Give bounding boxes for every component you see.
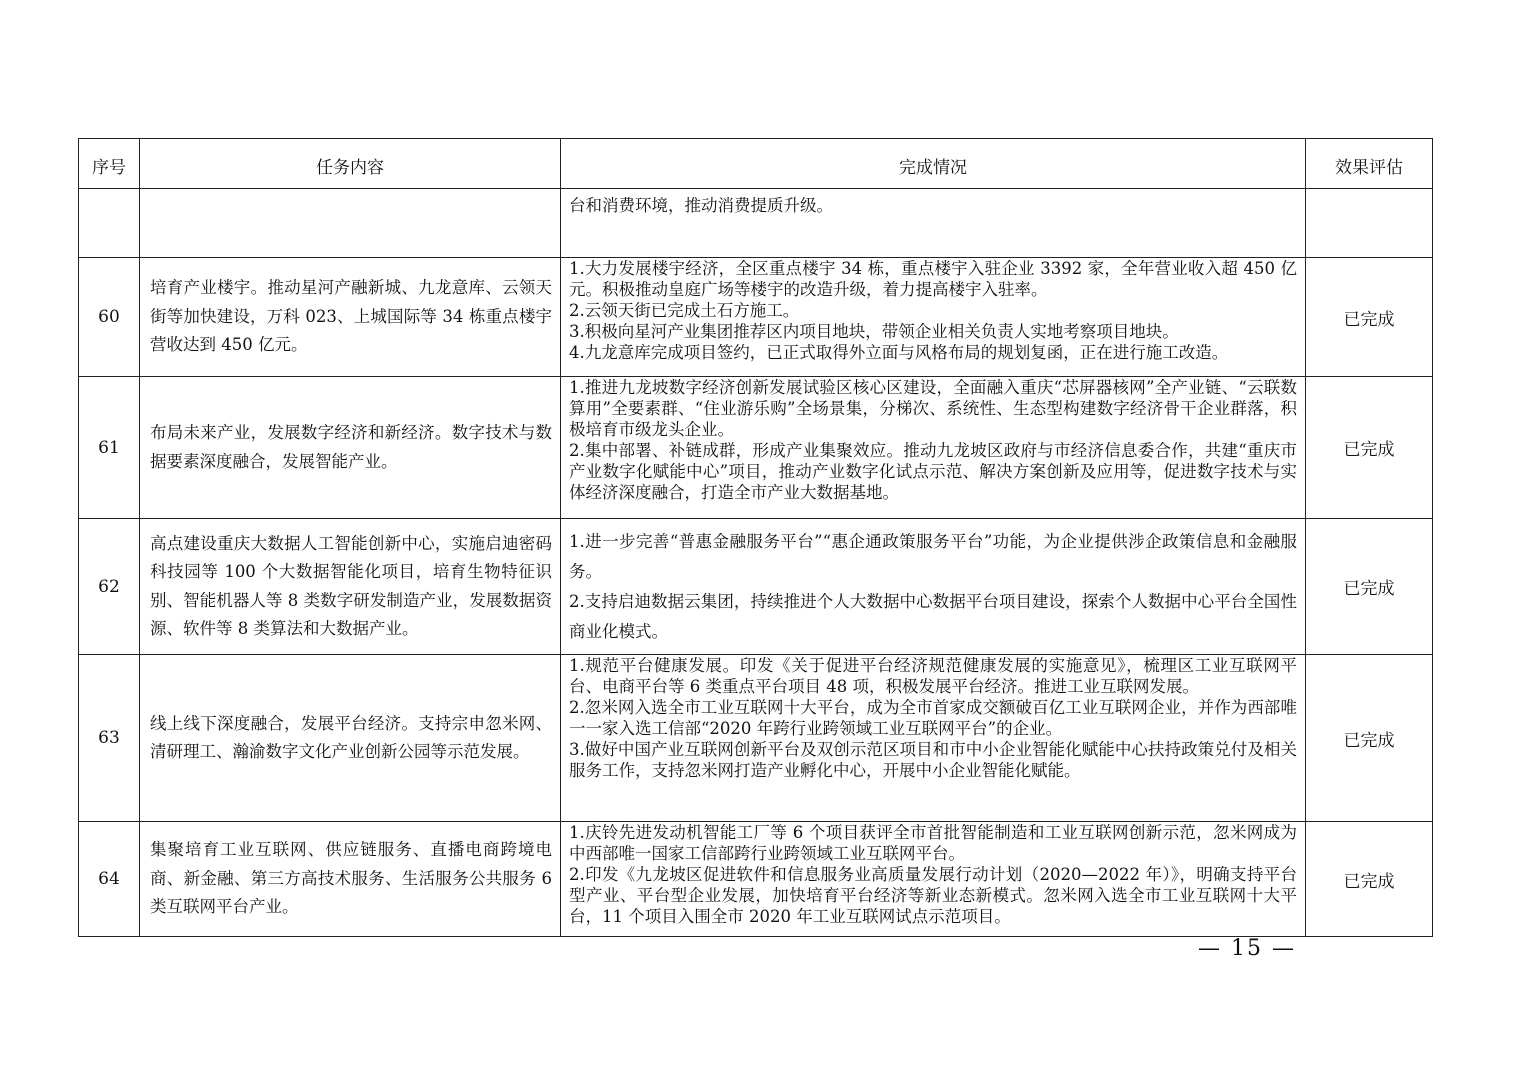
- table-row: [79, 377, 1433, 519]
- completion-status: [561, 519, 1306, 655]
- task-content: 集聚培育工业互联网、供应链服务、直播电商跨境电商、新金融、第三方高技术服务、生活服务公共服务 6 类互联网平台产业。: [140, 822, 561, 937]
- row-number: 64: [79, 822, 140, 937]
- table-row: [79, 822, 1433, 937]
- completion-status: [561, 377, 1306, 519]
- table-row: [79, 655, 1433, 822]
- effect-evaluation: 已完成: [1306, 258, 1433, 377]
- completion-status: [561, 655, 1306, 822]
- effect-evaluation: 已完成: [1306, 822, 1433, 937]
- carry-over-status-text: 台和消费环境，推动消费提质升级。: [569, 196, 833, 215]
- table-row: [79, 258, 1433, 377]
- completion-status: [561, 258, 1306, 377]
- status-item: 1.庆铃先进发动机智能工厂等 6 个项目获评全市首批智能制造和工业互联网创新示范，忽米网成为中西部唯一国家工信部跨行业跨领域工业互联网平台。: [569, 823, 1297, 863]
- status-item: 1.进一步完善“普惠金融服务平台”“惠企通政策服务平台”功能，为企业提供涉企政策信息和金融服务。: [569, 531, 1297, 581]
- status-item: 4.九龙意库完成项目签约，已正式取得外立面与风格布局的规划复函，正在进行施工改造。: [569, 343, 1229, 362]
- status-item: 2.忽米网入选全市工业互联网十大平台，成为全市首家成交额破百亿工业互联网企业，并作为西部唯一一家入选工信部“2020 年跨行业跨领域工业互联网平台”的企业。: [569, 698, 1297, 738]
- table-row: [79, 519, 1433, 655]
- header-number: 序号: [79, 139, 140, 189]
- status-item: 3.做好中国产业互联网创新平台及双创示范区项目和市中小企业智能化赋能中心扶持政策兑付及相关服务工作，支持忽米网打造产业孵化中心，开展中小企业智能化赋能。: [569, 740, 1297, 780]
- header-task: 任务内容: [140, 139, 561, 189]
- carry-over-effect-cell: [1306, 189, 1433, 258]
- row-number: 62: [79, 519, 140, 655]
- carry-over-number-cell: [79, 189, 140, 258]
- status-item: 1.规范平台健康发展。印发《关于促进平台经济规范健康发展的实施意见》，梳理区工业互联网平台、电商平台等 6 类重点平台项目 48 项，积极发展平台经济。推进工业互联网发展。: [569, 656, 1297, 696]
- row-number: 63: [79, 655, 140, 822]
- carry-over-status-cell: [561, 189, 1306, 258]
- task-content: 线上线下深度融合，发展平台经济。支持宗申忽米网、清研理工、瀚渝数字文化产业创新公园等示范发展。: [140, 655, 561, 822]
- status-item: 3.积极向星河产业集团推荐区内项目地块，带领企业相关负责人实地考察项目地块。: [569, 322, 1179, 341]
- table-row-carry-over: [79, 189, 1433, 258]
- task-content: 高点建设重庆大数据人工智能创新中心，实施启迪密码科技园等 100 个大数据智能化项目，培育生物特征识别、智能机器人等 8 类数字研发制造产业，发展数据资源、软件等 8 类算法和大数据产业。: [140, 519, 561, 655]
- status-item: 1.推进九龙坡数字经济创新发展试验区核心区建设，全面融入重庆“芯屏器核网”全产业链、“云联数算用”全要素群、“住业游乐购”全场景集，分梯次、系统性、生态型构建数字经济骨干企业群落，积极培育市级龙头企业。: [569, 378, 1297, 439]
- header-effect: 效果评估: [1306, 139, 1433, 189]
- effect-evaluation: 已完成: [1306, 519, 1433, 655]
- status-item: 2.集中部署、补链成群，形成产业集聚效应。推动九龙坡区政府与市经济信息委合作，共建“重庆市产业数字化赋能中心”项目，推动产业数字化试点示范、解决方案创新及应用等，促进数字技术与实体经济深度融合，打造全市产业大数据基地。: [569, 441, 1297, 502]
- row-number: 61: [79, 377, 140, 519]
- task-content: 培育产业楼宇。推动星河产融新城、九龙意库、云领天街等加快建设，万科 023、上城国际等 34 栋重点楼宇营收达到 450 亿元。: [140, 258, 561, 377]
- task-progress-table: [78, 138, 1433, 937]
- task-content: 布局未来产业，发展数字经济和新经济。数字技术与数据要素深度融合，发展智能产业。: [140, 377, 561, 519]
- header-status: 完成情况: [561, 139, 1306, 189]
- effect-evaluation: 已完成: [1306, 377, 1433, 519]
- table-header-row: [79, 139, 1433, 189]
- status-item: 2.印发《九龙坡区促进软件和信息服务业高质量发展行动计划（2020—2022 年）》，明确支持平台型产业、平台型企业发展，加快培育平台经济等新业态新模式。忽米网入选全市工业互联网十大平台，11 个项目入围全市 2020 年工业互联网试点示范项目。: [569, 865, 1297, 926]
- carry-over-task-cell: [140, 189, 561, 258]
- completion-status: [561, 822, 1306, 937]
- row-number: 60: [79, 258, 140, 377]
- status-item: 2.云领天街已完成土石方施工。: [569, 301, 800, 320]
- effect-evaluation: 已完成: [1306, 655, 1433, 822]
- page-number: — 15 —: [1198, 936, 1296, 961]
- status-item: 2.支持启迪数据云集团，持续推进个人大数据中心数据平台项目建设，探索个人数据中心平台全国性商业化模式。: [569, 591, 1297, 641]
- status-item: 1.大力发展楼宇经济，全区重点楼宇 34 栋，重点楼宇入驻企业 3392 家，全年营业收入超 450 亿元。积极推动皇庭广场等楼宇的改造升级，着力提高楼宇入驻率。: [569, 259, 1297, 299]
